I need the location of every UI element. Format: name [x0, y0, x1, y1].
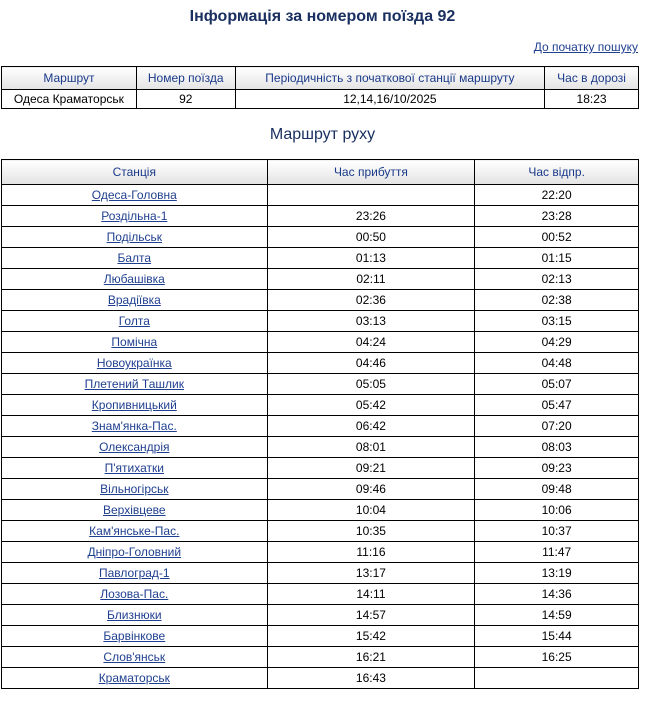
departure-time-cell: 10:06 [475, 500, 639, 521]
route-table [1, 159, 639, 689]
station-link[interactable]: Одеса-Головна [91, 188, 177, 202]
station-link[interactable]: П'ятихатки [104, 461, 164, 475]
station-link[interactable]: Вільногірськ [100, 482, 169, 496]
arrival-time-cell: 00:50 [267, 227, 475, 248]
station-link[interactable]: Знам'янка-Пас. [91, 419, 177, 433]
table-row [2, 584, 639, 605]
arrival-time-cell: 11:16 [267, 542, 475, 563]
departure-time-cell: 02:13 [475, 269, 639, 290]
departure-time-cell: 09:23 [475, 458, 639, 479]
station-cell [2, 668, 268, 689]
arrival-time-cell: 16:21 [267, 647, 475, 668]
table-row [2, 416, 639, 437]
station-cell [2, 311, 268, 332]
arrival-time-cell: 09:46 [267, 479, 475, 500]
arrival-time-cell: 08:01 [267, 437, 475, 458]
table-row [2, 626, 639, 647]
departure-time-cell: 04:29 [475, 332, 639, 353]
table-row [2, 185, 639, 206]
station-cell [2, 500, 268, 521]
table-row [2, 647, 639, 668]
departure-time-cell: 04:48 [475, 353, 639, 374]
arrival-time-cell: 01:13 [267, 248, 475, 269]
station-link[interactable]: Роздільна-1 [101, 209, 168, 223]
station-link[interactable]: Краматорськ [98, 671, 170, 685]
table-row [2, 521, 639, 542]
arrival-time-cell: 14:57 [267, 605, 475, 626]
cell-route: Одеса Краматорськ [2, 90, 137, 109]
table-row [2, 668, 639, 689]
departure-time-cell: 13:19 [475, 563, 639, 584]
table-row [2, 500, 639, 521]
station-cell [2, 437, 268, 458]
station-cell [2, 206, 268, 227]
table-row [2, 290, 639, 311]
station-cell [2, 416, 268, 437]
arrival-time-cell: 10:04 [267, 500, 475, 521]
arrival-time-cell: 04:46 [267, 353, 475, 374]
arrival-time-cell: 04:24 [267, 332, 475, 353]
station-link[interactable]: Любашівка [103, 272, 165, 286]
station-link[interactable]: Павлоград-1 [99, 566, 170, 580]
arrival-time-cell: 02:36 [267, 290, 475, 311]
table-row [2, 227, 639, 248]
page-title: Інформація за номером поїзда 92 [189, 8, 456, 25]
station-cell [2, 374, 268, 395]
station-link[interactable]: Балта [117, 251, 152, 265]
station-link[interactable]: Близнюки [107, 608, 162, 622]
train-info-header-row [2, 67, 639, 90]
arrival-time-cell: 05:05 [267, 374, 475, 395]
station-cell [2, 332, 268, 353]
station-cell [2, 248, 268, 269]
departure-time-cell: 00:52 [475, 227, 639, 248]
header-route: Маршрут [2, 67, 137, 90]
station-cell [2, 605, 268, 626]
departure-time-cell: 14:59 [475, 605, 639, 626]
station-link[interactable]: Кам'янське-Пас. [89, 524, 180, 538]
departure-time-cell: 23:28 [475, 206, 639, 227]
table-row [2, 563, 639, 584]
station-link[interactable]: Олександрія [99, 440, 170, 454]
header-arrival: Час прибуття [267, 160, 475, 185]
station-link[interactable]: Лозова-Пас. [100, 587, 169, 601]
station-cell [2, 458, 268, 479]
table-row [2, 353, 639, 374]
table-row [2, 605, 639, 626]
departure-time-cell: 16:25 [475, 647, 639, 668]
train-info-row [2, 90, 639, 109]
arrival-time-cell: 10:35 [267, 521, 475, 542]
departure-time-cell [475, 668, 639, 689]
arrival-time-cell: 13:17 [267, 563, 475, 584]
departure-time-cell: 15:44 [475, 626, 639, 647]
table-row [2, 248, 639, 269]
header-station: Станція [2, 160, 268, 185]
departure-time-cell: 22:20 [475, 185, 639, 206]
departure-time-cell: 01:15 [475, 248, 639, 269]
table-row [2, 458, 639, 479]
arrival-time-cell [267, 185, 475, 206]
route-header-row [2, 160, 639, 185]
cell-travel-time: 18:23 [545, 90, 639, 109]
station-cell [2, 521, 268, 542]
arrival-time-cell: 06:42 [267, 416, 475, 437]
station-link[interactable]: Плетений Ташлик [84, 377, 184, 391]
table-row [2, 437, 639, 458]
station-cell [2, 479, 268, 500]
station-link[interactable]: Слов'янськ [103, 650, 166, 664]
station-cell [2, 563, 268, 584]
station-cell [2, 395, 268, 416]
arrival-time-cell: 14:11 [267, 584, 475, 605]
departure-time-cell: 14:36 [475, 584, 639, 605]
station-cell [2, 542, 268, 563]
header-departure: Час відпр. [475, 160, 639, 185]
table-row [2, 395, 639, 416]
table-row [2, 374, 639, 395]
station-link[interactable]: Помічна [111, 335, 158, 349]
table-row [2, 542, 639, 563]
station-cell [2, 626, 268, 647]
departure-time-cell: 10:37 [475, 521, 639, 542]
arrival-time-cell: 09:21 [267, 458, 475, 479]
departure-time-cell: 08:03 [475, 437, 639, 458]
header-travel-time: Час в дорозі [545, 67, 639, 90]
station-link[interactable]: Врадіївка [107, 293, 161, 307]
header-train-number: Номер поїзда [136, 67, 235, 90]
station-cell [2, 269, 268, 290]
station-link[interactable]: Голта [118, 314, 150, 328]
departure-time-cell: 11:47 [475, 542, 639, 563]
station-cell [2, 227, 268, 248]
header-periodicity: Періодичність з початкової станції маршруту [235, 67, 544, 90]
station-cell [2, 647, 268, 668]
station-link[interactable]: Кропивницький [91, 398, 177, 412]
departure-time-cell: 05:47 [475, 395, 639, 416]
departure-time-cell: 09:48 [475, 479, 639, 500]
route-table-body [2, 185, 639, 689]
arrival-time-cell: 23:26 [267, 206, 475, 227]
station-cell [2, 290, 268, 311]
station-cell [2, 584, 268, 605]
station-link[interactable]: Барвінкове [103, 629, 166, 643]
arrival-time-cell: 15:42 [267, 626, 475, 647]
train-info-table [1, 66, 639, 109]
station-cell [2, 185, 268, 206]
departure-time-cell: 05:07 [475, 374, 639, 395]
station-link[interactable]: Дніпро-Головний [87, 545, 182, 559]
station-cell [2, 353, 268, 374]
departure-time-cell: 02:38 [475, 290, 639, 311]
arrival-time-cell: 16:43 [267, 668, 475, 689]
station-link[interactable]: Новоукраїнка [96, 356, 172, 370]
table-row [2, 206, 639, 227]
table-row [2, 332, 639, 353]
table-row [2, 479, 639, 500]
table-row [2, 269, 639, 290]
departure-time-cell: 03:15 [475, 311, 639, 332]
table-row [2, 311, 639, 332]
departure-time-cell: 07:20 [475, 416, 639, 437]
cell-periodicity: 12,14,16/10/2025 [235, 90, 544, 109]
station-link[interactable]: Верхівцеве [103, 503, 166, 517]
arrival-time-cell: 05:42 [267, 395, 475, 416]
back-to-search-link[interactable]: До початку пошуку [533, 40, 638, 54]
arrival-time-cell: 02:11 [267, 269, 475, 290]
cell-train-number: 92 [136, 90, 235, 109]
station-link[interactable]: Подільськ [106, 230, 163, 244]
arrival-time-cell: 03:13 [267, 311, 475, 332]
route-title: Маршрут руху [269, 126, 376, 143]
